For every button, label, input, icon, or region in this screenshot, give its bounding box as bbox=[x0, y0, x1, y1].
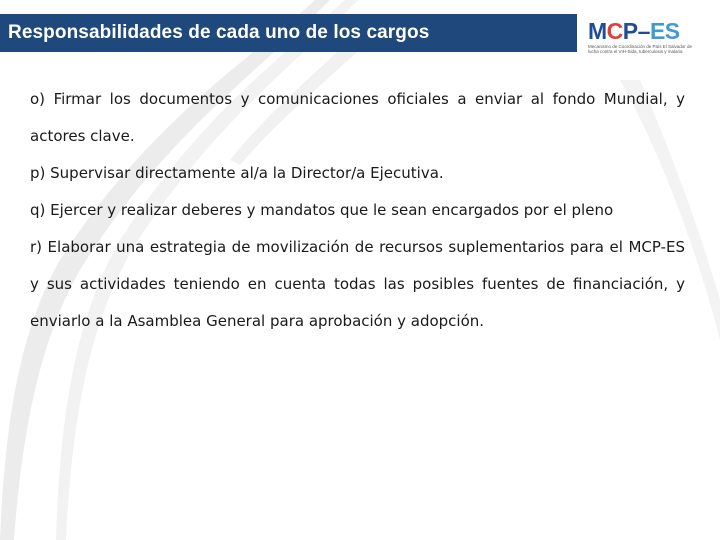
logo-letter-p: P bbox=[622, 18, 638, 44]
logo-wordmark bbox=[588, 19, 680, 43]
responsibility-item-o: o) Firmar los documentos y comunicaciones oficiales a enviar al fondo Mundial, y actores clave. bbox=[30, 90, 685, 145]
page-title: Responsabilidades de cada uno de los cargos bbox=[8, 22, 430, 43]
mcp-es-logo bbox=[586, 19, 706, 59]
responsibilities-list bbox=[30, 81, 685, 340]
logo-letter-m: M bbox=[588, 18, 607, 44]
logo-subtitle: Mecanismo de Coordinación de País El Salvador de lucha contra el VIH-Sida, tuberculosis y malaria bbox=[588, 44, 693, 54]
header-title-bar bbox=[0, 14, 577, 52]
responsibility-item-r: r) Elaborar una estrategia de movilización de recursos suplementarios para el MCP-ES y sus actividades teniendo en cuenta todas las posibles fuentes de financiación, y enviarlo a la Asamblea General para aprobación y adopción. bbox=[30, 238, 685, 330]
responsibility-item-q: q) Ejercer y realizar deberes y mandatos que le sean encargados por el pleno bbox=[30, 201, 614, 219]
responsibility-item-p: p) Supervisar directamente al/a la Director/a Ejecutiva. bbox=[30, 164, 444, 182]
logo-dash: – bbox=[637, 18, 650, 44]
logo-letters-es: ES bbox=[649, 18, 680, 44]
logo-letter-c: C bbox=[606, 18, 623, 44]
